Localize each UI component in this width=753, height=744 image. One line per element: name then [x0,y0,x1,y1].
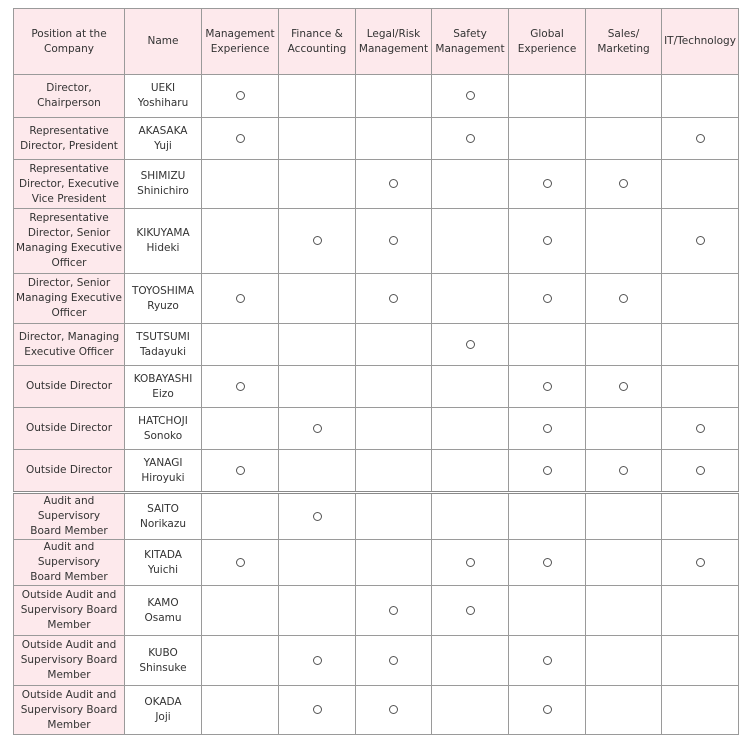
column-header-line: Accounting [287,42,347,55]
name-cell [125,636,202,686]
circle-mark-icon [619,466,628,475]
skill-cell-global [509,366,586,408]
position-line: Officer [51,257,87,269]
position-line: Outside Audit and [21,688,117,701]
skill-cell-mgmt [202,118,279,160]
position-line: Board Member [30,571,108,583]
skills-matrix-table [13,8,739,735]
skill-cell-mgmt [202,274,279,324]
table-row [14,324,739,366]
table-row [14,408,739,450]
circle-mark-icon [313,656,322,665]
column-header-line: Global [530,27,564,40]
skill-cell-finance [279,686,356,735]
skill-cell-finance [279,540,356,586]
name-cell [125,408,202,450]
circle-mark-icon [696,424,705,433]
skill-cell-global [509,209,586,274]
position-cell [14,408,125,450]
skill-cell-legal [356,586,432,636]
name-line: Joji [155,711,171,723]
skill-cell-global [509,586,586,636]
skill-cell-finance [279,586,356,636]
column-header-line: Legal/Risk [366,27,421,40]
circle-mark-icon [696,558,705,567]
skill-cell-legal [356,408,432,450]
name-line: OKADA [144,696,182,708]
circle-mark-icon [466,340,475,349]
skill-cell-sales [586,408,662,450]
position-line: Outside Director [25,422,113,434]
column-header-position [14,9,125,75]
position-cell [14,366,125,408]
skill-cell-legal [356,160,432,209]
table-row [14,686,739,735]
circle-mark-icon [236,294,245,303]
position-cell [14,450,125,493]
name-line: SHIMIZU [140,170,186,182]
skill-cell-safety [432,493,509,540]
name-line: UEKI [150,82,176,94]
skill-cell-it [662,686,739,735]
circle-mark-icon [543,236,552,245]
skill-cell-finance [279,408,356,450]
circle-mark-icon [543,382,552,391]
position-line: Officer [51,307,87,319]
name-cell [125,450,202,493]
skill-cell-sales [586,366,662,408]
skill-cell-finance [279,324,356,366]
circle-mark-icon [619,179,628,188]
name-cell [125,493,202,540]
skill-cell-sales [586,493,662,540]
skill-cell-mgmt [202,450,279,493]
position-line: Director, Senior [27,227,111,239]
skill-cell-safety [432,324,509,366]
column-header-line: Finance & [291,27,343,40]
column-header-line: Position at the [31,27,107,40]
skill-cell-legal [356,274,432,324]
circle-mark-icon [543,705,552,714]
skill-cell-legal [356,366,432,408]
circle-mark-icon [543,558,552,567]
skill-cell-legal [356,493,432,540]
skill-cell-it [662,160,739,209]
skill-cell-global [509,636,586,686]
name-line: Tadayuki [139,345,187,358]
skill-cell-it [662,118,739,160]
circle-mark-icon [543,424,552,433]
skill-cell-it [662,450,739,493]
table-row [14,118,739,160]
circle-mark-icon [466,91,475,100]
position-line: Outside Audit and [21,639,117,651]
name-line: Hideki [146,242,180,254]
column-header-sales [586,9,662,75]
name-line: KIKUYAMA [136,227,190,239]
name-line: KUBO [148,646,178,659]
skill-cell-legal [356,636,432,686]
skill-cell-safety [432,450,509,493]
name-line: Eizo [152,387,174,400]
column-header-line: Company [44,42,94,55]
skill-cell-safety [432,209,509,274]
position-line: Member [47,669,91,681]
table-row [14,209,739,274]
column-header-line: IT/Technology [664,35,736,47]
table-row [14,540,739,586]
skill-cell-mgmt [202,324,279,366]
skill-cell-safety [432,274,509,324]
name-line: KAMO [147,596,179,609]
position-line: Director, Chairperson [37,82,101,109]
table-header [14,9,739,75]
column-header-line: Management [435,42,505,55]
skill-cell-global [509,493,586,540]
column-header-line: Experience [517,42,577,55]
column-header-line: Name [147,35,179,47]
skill-cell-sales [586,540,662,586]
table-row [14,75,739,118]
circle-mark-icon [696,236,705,245]
skill-cell-safety [432,636,509,686]
position-line: Outside Director [25,380,113,392]
skill-cell-legal [356,540,432,586]
table-row [14,636,739,686]
name-cell [125,324,202,366]
skill-cell-it [662,540,739,586]
position-line: Member [47,619,91,631]
name-line: Osamu [144,611,182,624]
name-line: KOBAYASHI [133,372,193,385]
circle-mark-icon [696,466,705,475]
skill-cell-global [509,324,586,366]
skill-cell-finance [279,209,356,274]
column-header-it [662,9,739,75]
position-cell [14,586,125,636]
skill-cell-finance [279,274,356,324]
position-line: Director, Executive [19,177,119,190]
name-line: TSUTSUMI [136,330,190,343]
name-cell [125,686,202,735]
skill-cell-legal [356,324,432,366]
circle-mark-icon [236,91,245,100]
position-cell [14,75,125,118]
position-cell [14,493,125,540]
skill-cell-mgmt [202,586,279,636]
circle-mark-icon [389,236,398,245]
circle-mark-icon [236,134,245,143]
circle-mark-icon [389,294,398,303]
position-line: Vice President [31,192,107,205]
skill-cell-it [662,493,739,540]
skill-cell-mgmt [202,75,279,118]
name-line: SAITO [147,502,179,515]
circle-mark-icon [696,134,705,143]
skill-cell-mgmt [202,636,279,686]
name-cell [125,274,202,324]
column-header-line: Marketing [597,42,650,55]
position-line: Managing Executive [16,292,122,304]
table-body [14,75,739,735]
skill-cell-safety [432,686,509,735]
position-line: Audit and Supervisory [37,541,101,568]
table-row [14,493,739,540]
skill-cell-sales [586,636,662,686]
circle-mark-icon [389,705,398,714]
skill-cell-it [662,366,739,408]
name-line: YANAGI [143,456,183,469]
name-line: Hiroyuki [141,471,185,484]
circle-mark-icon [466,606,475,615]
skill-cell-finance [279,636,356,686]
skill-cell-sales [586,450,662,493]
position-line: Supervisory Board [20,703,118,716]
name-line: KITADA [144,548,182,561]
name-line: Ryuzo [147,299,179,312]
circle-mark-icon [236,466,245,475]
position-cell [14,160,125,209]
position-line: Audit and Supervisory [37,495,101,522]
name-cell [125,586,202,636]
skill-cell-legal [356,118,432,160]
skill-cell-safety [432,366,509,408]
position-line: Executive Officer [24,345,114,358]
column-header-safety [432,9,509,75]
circle-mark-icon [389,179,398,188]
circle-mark-icon [543,179,552,188]
column-header-finance [279,9,356,75]
skill-cell-mgmt [202,408,279,450]
position-line: Supervisory Board [20,654,118,666]
skill-cell-it [662,408,739,450]
circle-mark-icon [619,294,628,303]
skill-cell-global [509,160,586,209]
position-line: Representative [29,212,109,224]
circle-mark-icon [313,705,322,714]
position-line: Supervisory Board [20,604,118,616]
name-line: TOYOSHIMA [131,284,195,297]
skill-cell-safety [432,118,509,160]
skill-cell-finance [279,118,356,160]
circle-mark-icon [389,606,398,615]
skill-cell-legal [356,686,432,735]
circle-mark-icon [543,294,552,303]
name-cell [125,118,202,160]
name-line: Norikazu [139,517,186,530]
position-cell [14,636,125,686]
skill-cell-global [509,686,586,735]
skill-cell-it [662,636,739,686]
skill-cell-it [662,209,739,274]
position-line: Representative [29,124,109,137]
skill-cell-safety [432,586,509,636]
table-row [14,450,739,493]
circle-mark-icon [543,466,552,475]
skill-cell-finance [279,75,356,118]
name-cell [125,366,202,408]
position-cell [14,274,125,324]
column-header-global [509,9,586,75]
circle-mark-icon [543,656,552,665]
position-cell [14,540,125,586]
skill-cell-sales [586,118,662,160]
circle-mark-icon [313,512,322,521]
skill-cell-safety [432,160,509,209]
name-line: AKASAKA [138,124,188,137]
skill-cell-sales [586,274,662,324]
skill-cell-it [662,274,739,324]
circle-mark-icon [466,558,475,567]
skill-cell-legal [356,450,432,493]
column-header-line: Management [358,42,429,55]
position-cell [14,324,125,366]
name-cell [125,540,202,586]
column-header-line: Experience [210,42,270,55]
position-line: Representative [29,162,109,175]
name-cell [125,209,202,274]
table-row [14,274,739,324]
skill-cell-legal [356,209,432,274]
position-line: Member [47,718,91,731]
skill-cell-global [509,75,586,118]
position-line: Managing Executive [16,242,122,254]
skill-cell-finance [279,160,356,209]
skill-cell-finance [279,493,356,540]
position-line: Director, Managing [18,330,120,343]
circle-mark-icon [389,656,398,665]
name-line: Yuichi [147,563,179,576]
column-header-line: Sales/ [607,27,640,40]
skill-cell-sales [586,586,662,636]
skill-cell-legal [356,75,432,118]
name-line: Shinsuke [139,661,187,674]
position-line: Board Member [30,525,108,537]
skill-cell-it [662,75,739,118]
skill-cell-global [509,274,586,324]
circle-mark-icon [313,424,322,433]
skill-cell-global [509,450,586,493]
skill-cell-global [509,540,586,586]
table-row [14,586,739,636]
skill-cell-finance [279,366,356,408]
skill-cell-mgmt [202,493,279,540]
skill-cell-sales [586,686,662,735]
skill-cell-it [662,324,739,366]
name-cell [125,160,202,209]
column-header-line: Safety [453,27,487,40]
skill-cell-safety [432,75,509,118]
column-header-line: Management [205,27,275,40]
skill-cell-mgmt [202,160,279,209]
table-row [14,366,739,408]
skill-cell-sales [586,75,662,118]
skill-cell-sales [586,209,662,274]
skill-cell-mgmt [202,209,279,274]
column-header-mgmt [202,9,279,75]
skill-cell-it [662,586,739,636]
position-cell [14,209,125,274]
column-header-legal [356,9,432,75]
position-line: Director, Senior [27,277,111,289]
column-header-name [125,9,202,75]
table-row [14,160,739,209]
skill-cell-sales [586,324,662,366]
skill-cell-mgmt [202,540,279,586]
skill-cell-sales [586,160,662,209]
skill-cell-global [509,118,586,160]
name-line: Yoshiharu [137,97,189,109]
skill-cell-mgmt [202,686,279,735]
header-row [14,9,739,75]
skill-cell-global [509,408,586,450]
position-line: Outside Audit and [21,589,117,601]
circle-mark-icon [619,382,628,391]
skill-cell-safety [432,408,509,450]
circle-mark-icon [466,134,475,143]
name-line: Yuji [154,139,172,152]
circle-mark-icon [236,558,245,567]
skill-cell-finance [279,450,356,493]
skill-cell-safety [432,540,509,586]
position-line: Outside Director [25,464,113,476]
name-line: Shinichiro [137,185,189,197]
name-line: HATCHOJI [138,414,188,427]
position-line: Director, President [20,139,118,152]
skill-cell-mgmt [202,366,279,408]
circle-mark-icon [313,236,322,245]
name-line: Sonoko [143,429,183,442]
position-cell [14,118,125,160]
name-cell [125,75,202,118]
circle-mark-icon [236,382,245,391]
position-cell [14,686,125,735]
